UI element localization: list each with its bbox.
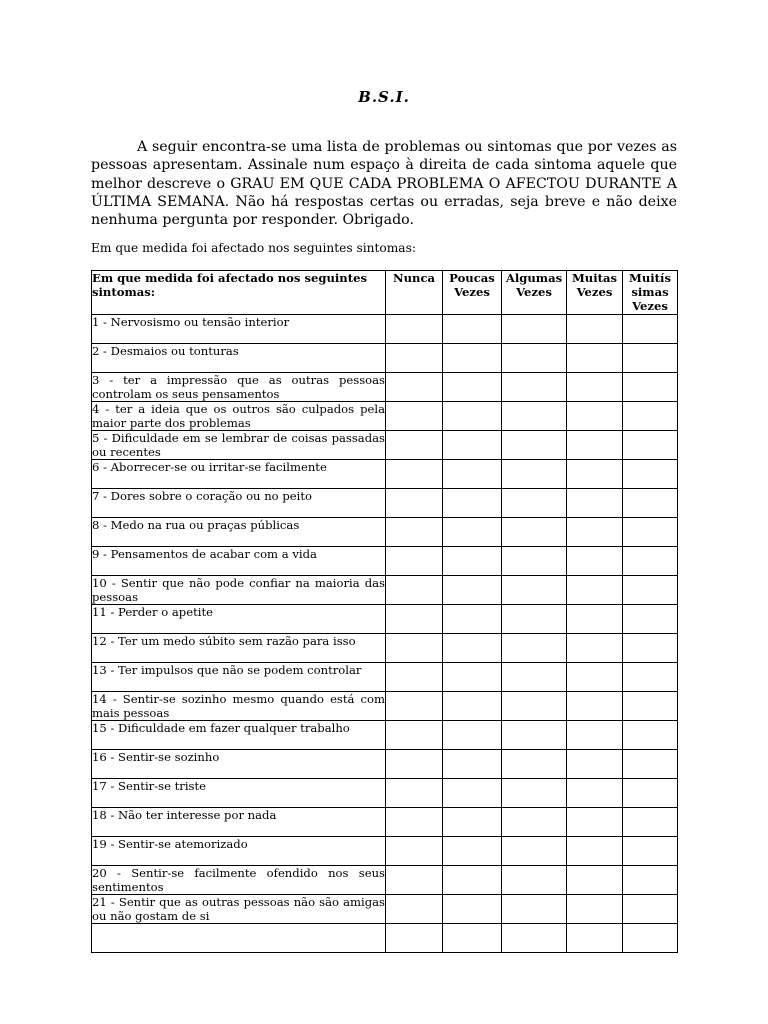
empty-cell [386,924,443,953]
answer-cell-poucas-vezes[interactable] [443,750,502,779]
table-row [92,315,678,344]
answer-cell-poucas-vezes[interactable] [443,489,502,518]
table-caption: Em que medida foi afectado nos seguintes sintomas: [91,241,416,255]
symptom-label: 3 - ter a impressão que as outras pessoas controlam os seus pensamentos [92,373,385,401]
answer-cell-muitissimas-vezes[interactable] [623,721,678,750]
answer-cell-muitissimas-vezes[interactable] [623,489,678,518]
answer-cell-algumas-vezes[interactable] [502,692,567,721]
empty-cell [92,924,386,953]
answer-cell-muitas-vezes[interactable] [567,779,623,808]
symptom-label: 9 - Pensamentos de acabar com a vida [92,547,386,576]
answer-cell-poucas-vezes[interactable] [443,634,502,663]
answer-cell-nunca[interactable] [386,344,443,373]
document-title: B.S.I. [358,88,410,106]
answer-cell-nunca[interactable] [386,837,443,866]
symptom-label: 19 - Sentir-se atemorizado [92,837,386,866]
answer-cell-poucas-vezes[interactable] [443,344,502,373]
table-row [92,895,678,924]
answer-cell-nunca[interactable] [386,402,443,431]
answer-cell-muitissimas-vezes[interactable] [623,663,678,692]
answer-cell-muitissimas-vezes[interactable] [623,373,678,402]
answer-cell-muitas-vezes[interactable] [567,460,623,489]
option-header-algumas-vezes [502,271,567,315]
answer-cell-algumas-vezes[interactable] [502,402,567,431]
answer-cell-muitas-vezes[interactable] [567,721,623,750]
option-header-line: Algumas [505,271,563,285]
answer-cell-nunca[interactable] [386,518,443,547]
answer-cell-algumas-vezes[interactable] [502,895,567,924]
answer-cell-muitas-vezes[interactable] [567,344,623,373]
answer-cell-nunca[interactable] [386,431,443,460]
table-row [92,750,678,779]
symptom-label: 21 - Sentir que as outras pessoas não são amigas ou não gostam de si [92,895,385,923]
option-header-muitissimas-vezes [623,271,678,315]
table-row [92,866,678,895]
answer-cell-muitas-vezes[interactable] [567,634,623,663]
answer-cell-muitas-vezes[interactable] [567,692,623,721]
answer-cell-poucas-vezes[interactable] [443,692,502,721]
symptom-label: 18 - Não ter interesse por nada [92,808,386,837]
answer-cell-nunca[interactable] [386,663,443,692]
answer-cell-algumas-vezes[interactable] [502,518,567,547]
answer-cell-poucas-vezes[interactable] [443,866,502,895]
answer-cell-muitas-vezes[interactable] [567,373,623,402]
table-row [92,547,678,576]
answer-cell-nunca[interactable] [386,634,443,663]
answer-cell-algumas-vezes[interactable] [502,808,567,837]
option-header-poucas-vezes [443,271,502,315]
option-header-line: Nunca [392,271,436,285]
answer-cell-muitas-vezes[interactable] [567,547,623,576]
answer-cell-poucas-vezes[interactable] [443,402,502,431]
answer-cell-nunca[interactable] [386,315,443,344]
answer-cell-muitissimas-vezes[interactable] [623,460,678,489]
empty-cell [502,924,567,953]
symptom-label: 12 - Ter um medo súbito sem razão para isso [92,634,386,663]
table-row-empty [92,924,678,953]
symptom-label: 15 - Dificuldade em fazer qualquer trabalho [92,721,386,750]
answer-cell-muitissimas-vezes[interactable] [623,344,678,373]
answer-cell-algumas-vezes[interactable] [502,605,567,634]
option-header-line: simas [631,285,669,299]
answer-cell-muitas-vezes[interactable] [567,837,623,866]
answer-cell-nunca[interactable] [386,576,443,605]
answer-cell-muitas-vezes[interactable] [567,518,623,547]
answer-cell-nunca[interactable] [386,750,443,779]
answer-cell-nunca[interactable] [386,547,443,576]
symptom-label: 4 - ter a ideia que os outros são culpados pela maior parte dos problemas [92,402,385,430]
answer-cell-muitissimas-vezes[interactable] [623,779,678,808]
symptom-label: 2 - Desmaios ou tonturas [92,344,386,373]
answer-cell-algumas-vezes[interactable] [502,344,567,373]
table-row [92,460,678,489]
answer-cell-poucas-vezes[interactable] [443,518,502,547]
answer-cell-muitissimas-vezes[interactable] [623,315,678,344]
answer-cell-muitissimas-vezes[interactable] [623,634,678,663]
answer-cell-poucas-vezes[interactable] [443,895,502,924]
answer-cell-poucas-vezes[interactable] [443,547,502,576]
option-header-muitas-vezes [567,271,623,315]
empty-cell [567,924,623,953]
table-row [92,634,678,663]
answer-cell-muitissimas-vezes[interactable] [623,837,678,866]
answer-cell-algumas-vezes[interactable] [502,315,567,344]
answer-cell-poucas-vezes[interactable] [443,721,502,750]
symptom-label: 14 - Sentir-se sozinho mesmo quando está com mais pessoas [92,692,385,720]
answer-cell-algumas-vezes[interactable] [502,721,567,750]
table-row [92,692,678,721]
answer-cell-poucas-vezes[interactable] [443,663,502,692]
answer-cell-algumas-vezes[interactable] [502,547,567,576]
answer-cell-nunca[interactable] [386,460,443,489]
answer-cell-nunca[interactable] [386,373,443,402]
answer-cell-algumas-vezes[interactable] [502,489,567,518]
answer-cell-muitissimas-vezes[interactable] [623,402,678,431]
answer-cell-muitissimas-vezes[interactable] [623,750,678,779]
symptom-label: 8 - Medo na rua ou praças públicas [92,518,386,547]
option-header-line: Poucas [449,271,495,285]
answer-cell-poucas-vezes[interactable] [443,605,502,634]
symptom-label: 6 - Aborrecer-se ou irritar-se facilmente [92,460,386,489]
answer-cell-poucas-vezes[interactable] [443,460,502,489]
answer-cell-muitissimas-vezes[interactable] [623,518,678,547]
answer-cell-muitas-vezes[interactable] [567,808,623,837]
answer-cell-muitas-vezes[interactable] [567,402,623,431]
option-header-line: Muitís [629,271,671,285]
answer-cell-algumas-vezes[interactable] [502,663,567,692]
symptom-label: 13 - Ter impulsos que não se podem controlar [92,663,386,692]
answer-cell-nunca[interactable] [386,489,443,518]
table-row [92,837,678,866]
answer-cell-nunca[interactable] [386,692,443,721]
answer-cell-poucas-vezes[interactable] [443,837,502,866]
answer-cell-poucas-vezes[interactable] [443,431,502,460]
answer-cell-algumas-vezes[interactable] [502,866,567,895]
answer-cell-muitas-vezes[interactable] [567,576,623,605]
table-row [92,344,678,373]
answer-cell-nunca[interactable] [386,808,443,837]
symptom-label: 5 - Dificuldade em se lembrar de coisas passadas ou recentes [92,431,385,459]
table-row [92,808,678,837]
symptom-label: 16 - Sentir-se sozinho [92,750,386,779]
answer-cell-nunca[interactable] [386,779,443,808]
answer-cell-muitissimas-vezes[interactable] [623,576,678,605]
option-header-line: Vezes [576,285,613,299]
question-column-header: Em que medida foi afectado nos seguintes sintomas: [92,271,386,315]
answer-cell-muitas-vezes[interactable] [567,895,623,924]
instructions-paragraph: A seguir encontra-se uma lista de problemas ou sintomas que por vezes as pessoas apresentam. Assinale num espaço à direita de cada sintoma aquele que melhor descreve o GRAU EM QUE CADA PROBLEMA O AFECTOU DURANTE A ÚLTIMA SEMANA. Não há respostas certas ou erradas, seja breve e não deixe nenhuma pergunta por responder. Obrigado. [91,139,677,229]
table-row [92,373,678,402]
answer-cell-algumas-vezes[interactable] [502,837,567,866]
symptom-label: 10 - Sentir que não pode confiar na maioria das pessoas [92,576,385,604]
option-header-nunca [386,271,443,315]
empty-cell [443,924,502,953]
option-header-line: Muitas [571,271,618,285]
answer-cell-poucas-vezes[interactable] [443,808,502,837]
table-row [92,518,678,547]
answer-cell-muitas-vezes[interactable] [567,315,623,344]
symptom-label: 17 - Sentir-se triste [92,779,386,808]
answer-cell-muitissimas-vezes[interactable] [623,808,678,837]
answer-cell-muitas-vezes[interactable] [567,605,623,634]
answer-cell-nunca[interactable] [386,605,443,634]
answer-cell-poucas-vezes[interactable] [443,576,502,605]
option-header-line: Vezes [454,285,490,299]
table-row [92,721,678,750]
option-header-line: Vezes [516,285,552,299]
symptom-label: 20 - Sentir-se facilmente ofendido nos seus sentimentos [92,866,385,894]
answer-cell-algumas-vezes[interactable] [502,750,567,779]
answer-cell-muitissimas-vezes[interactable] [623,605,678,634]
answer-cell-muitas-vezes[interactable] [567,489,623,518]
answer-cell-poucas-vezes[interactable] [443,315,502,344]
table-row [92,576,678,605]
answer-cell-poucas-vezes[interactable] [443,373,502,402]
table-row [92,605,678,634]
table-row [92,489,678,518]
answer-cell-muitissimas-vezes[interactable] [623,431,678,460]
answer-cell-muitissimas-vezes[interactable] [623,547,678,576]
empty-cell [623,924,678,953]
answer-cell-muitissimas-vezes[interactable] [623,866,678,895]
table-header-row [92,271,678,315]
answer-cell-muitissimas-vezes[interactable] [623,692,678,721]
table-row [92,663,678,692]
answer-cell-muitas-vezes[interactable] [567,663,623,692]
answer-cell-muitas-vezes[interactable] [567,866,623,895]
symptom-label: 1 - Nervosismo ou tensão interior [92,315,386,344]
answer-cell-algumas-vezes[interactable] [502,576,567,605]
answer-cell-nunca[interactable] [386,895,443,924]
answer-cell-algumas-vezes[interactable] [502,373,567,402]
symptom-label: 11 - Perder o apetite [92,605,386,634]
symptom-label: 7 - Dores sobre o coração ou no peito [92,489,386,518]
answer-cell-algumas-vezes[interactable] [502,779,567,808]
answer-cell-nunca[interactable] [386,721,443,750]
answer-cell-algumas-vezes[interactable] [502,634,567,663]
answer-cell-poucas-vezes[interactable] [443,779,502,808]
answer-cell-muitas-vezes[interactable] [567,750,623,779]
answer-cell-muitas-vezes[interactable] [567,431,623,460]
table-row [92,402,678,431]
answer-cell-algumas-vezes[interactable] [502,460,567,489]
table-row [92,431,678,460]
symptom-table [91,270,678,953]
table-row [92,779,678,808]
answer-cell-algumas-vezes[interactable] [502,431,567,460]
answer-cell-muitissimas-vezes[interactable] [623,895,678,924]
option-header-line: Vezes [632,299,668,313]
answer-cell-nunca[interactable] [386,866,443,895]
